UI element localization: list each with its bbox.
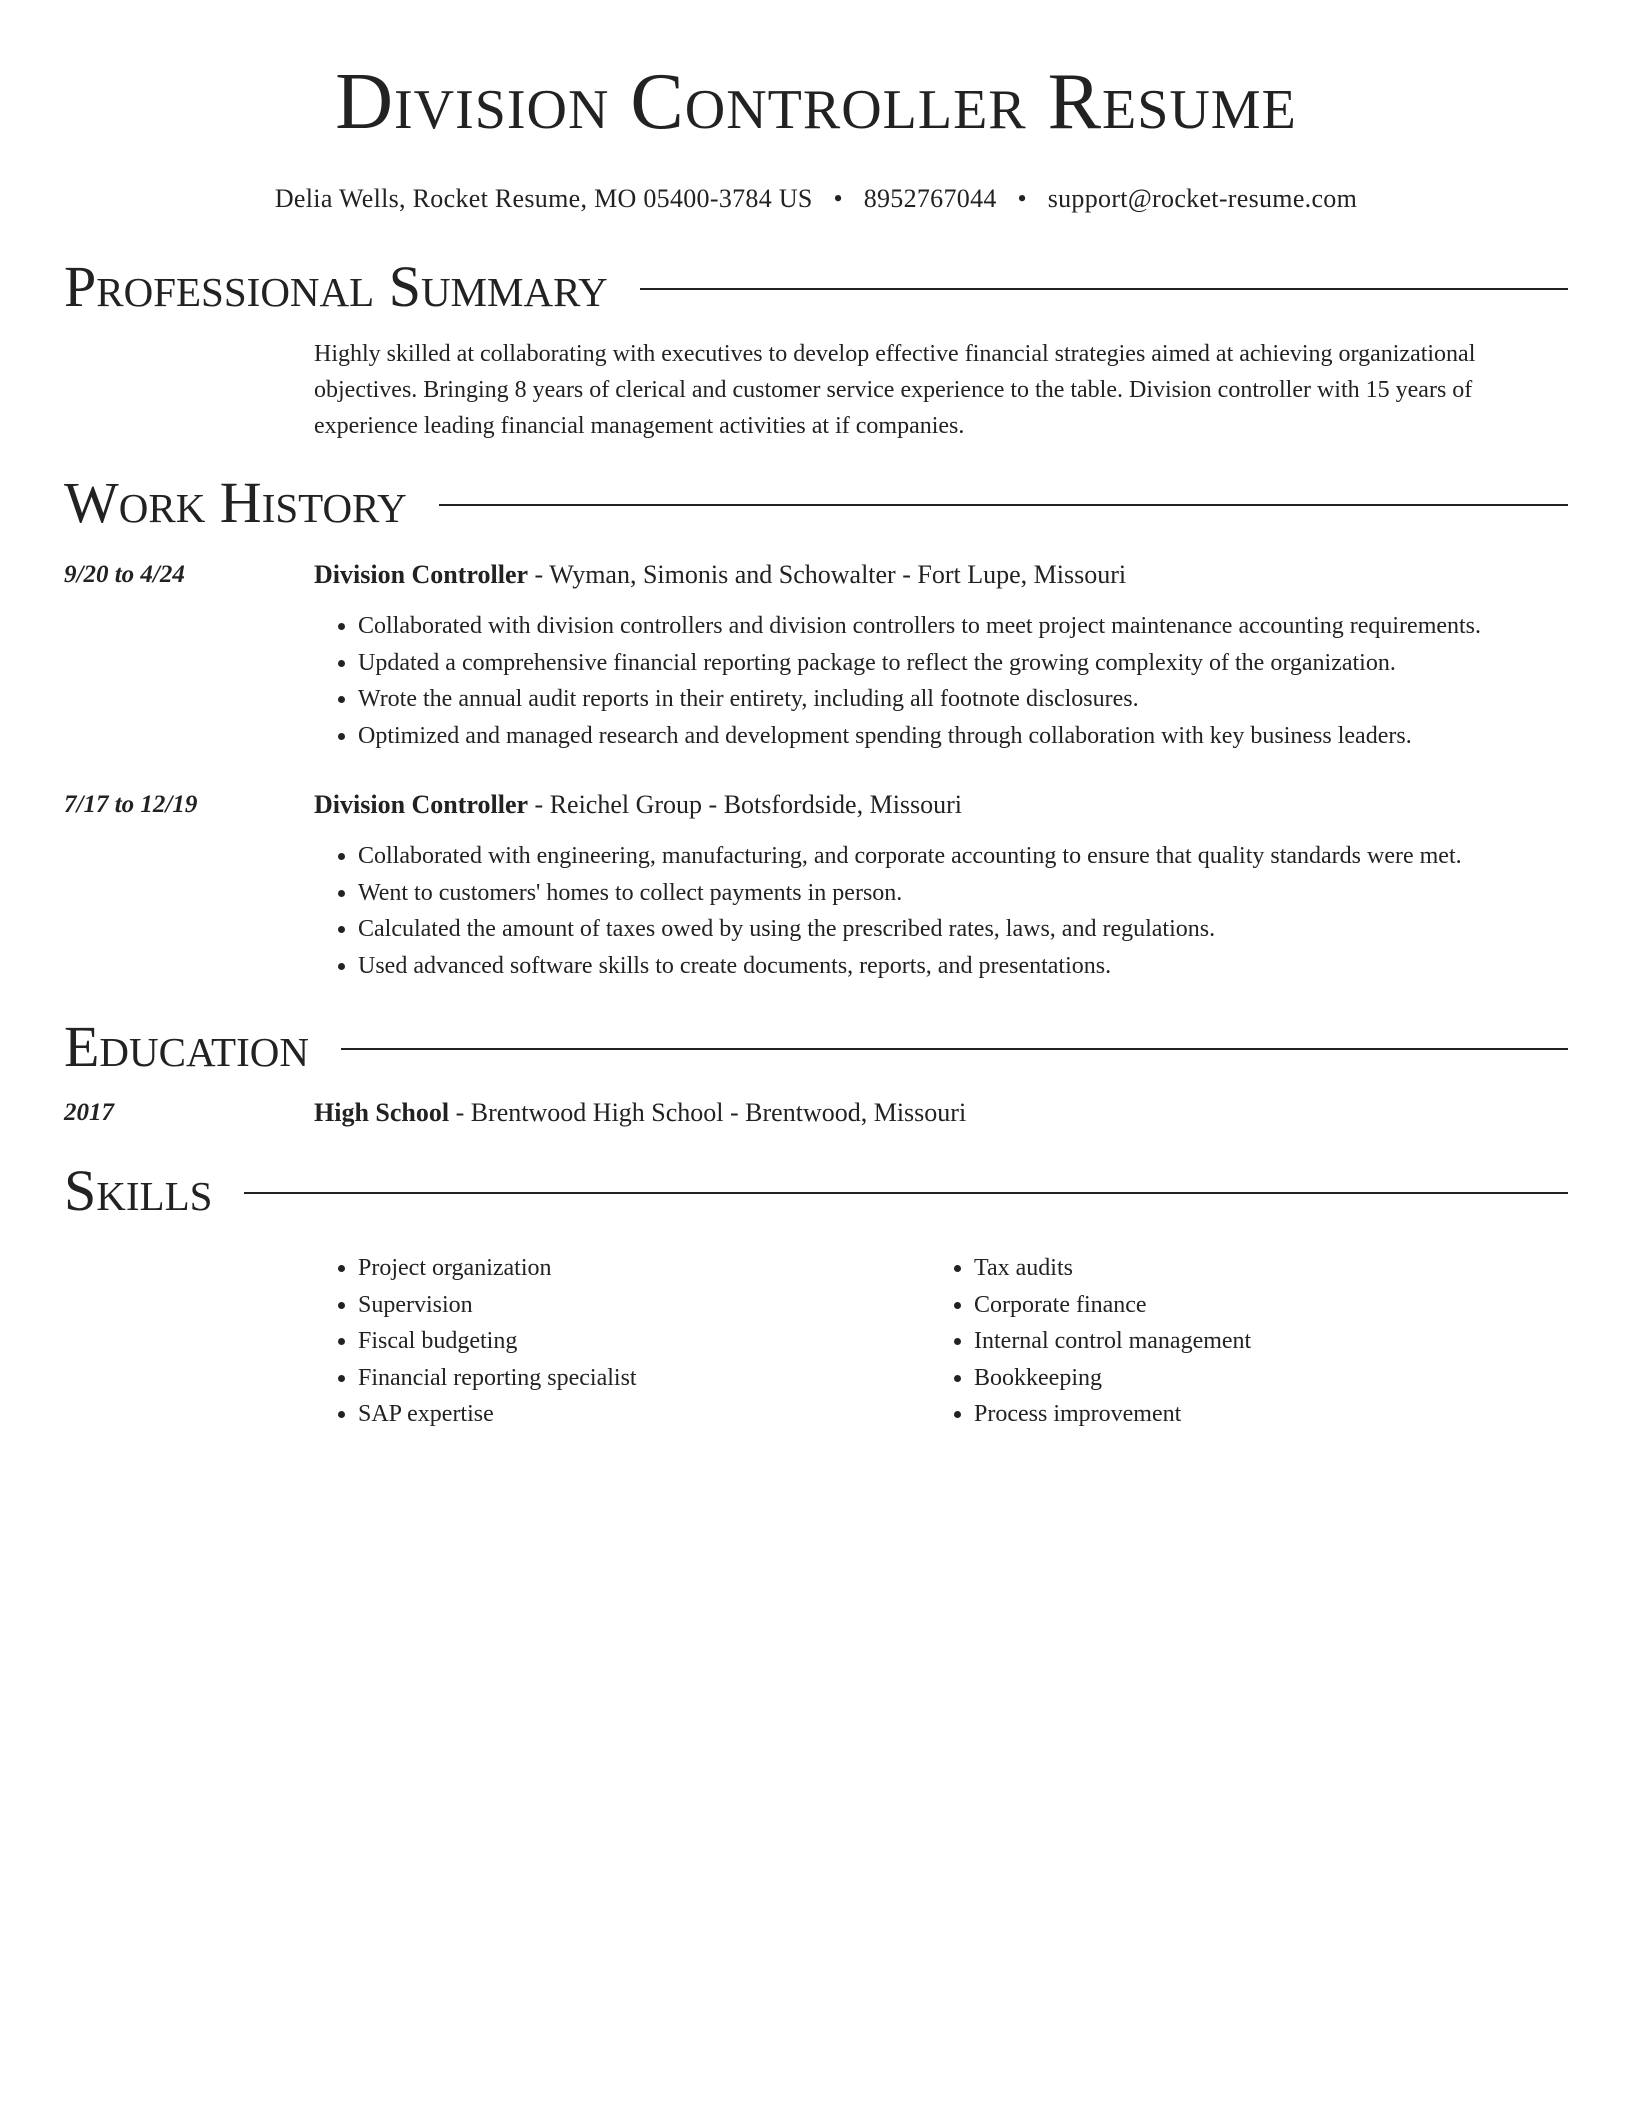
document-title: Division Controller Resume <box>335 58 1297 146</box>
job-headline <box>314 558 1568 592</box>
skill-item: • Bookkeeping <box>974 1360 1546 1397</box>
job-headline <box>314 788 1568 822</box>
skills-section-header <box>64 1158 1568 1223</box>
job-dates: 7/17 to 12/19 <box>64 791 198 818</box>
skill-item: • SAP expertise <box>358 1396 930 1433</box>
job-bullet: • Went to customers' homes to collect payments in person. <box>358 875 1568 912</box>
skills-heading: Skills <box>64 1158 213 1223</box>
skills-column-left <box>314 1250 930 1433</box>
job-dates: 9/20 to 4/24 <box>64 561 185 588</box>
job-details: - Wyman, Simonis and Schowalter - Fort Lupe, Missouri <box>528 560 1127 589</box>
job-entry <box>64 788 1568 984</box>
contact-address: Delia Wells, Rocket Resume, MO 05400-3784 US <box>274 184 813 213</box>
skills-grid <box>314 1250 1568 1433</box>
education-headline <box>314 1096 1568 1130</box>
skill-item: • Tax audits <box>974 1250 1546 1287</box>
skill-item: • Internal control management <box>974 1323 1546 1360</box>
job-bullet: • Calculated the amount of taxes owed by using the prescribed rates, laws, and regulations. <box>358 911 1568 948</box>
section-divider <box>640 288 1568 290</box>
skill-item: • Corporate finance <box>974 1287 1546 1324</box>
skill-item: • Project organization <box>358 1250 930 1287</box>
education-heading: Education <box>64 1014 309 1079</box>
summary-text: Highly skilled at collaborating with executives to develop effective financial strategies aimed at achieving organizational objectives. Bringing 8 years of clerical and customer service experience to the table. Division controller with 15 years of experience leading financial management activities at if companies. <box>314 341 1476 439</box>
job-bullet: • Collaborated with engineering, manufacturing, and corporate accounting to ensure that quality standards were met. <box>358 838 1568 875</box>
job-bullets <box>314 838 1568 984</box>
job-title: Division Controller <box>314 790 529 819</box>
education-section-header <box>64 1014 1568 1079</box>
skill-item: • Fiscal budgeting <box>358 1323 930 1360</box>
skill-item: • Process improvement <box>974 1396 1546 1433</box>
work-section-header <box>64 470 1568 535</box>
section-divider <box>341 1048 1568 1050</box>
skill-item: • Supervision <box>358 1287 930 1324</box>
section-divider <box>244 1192 1568 1194</box>
skill-item: • Financial reporting specialist <box>358 1360 930 1397</box>
contact-separator: • <box>1017 184 1027 213</box>
section-divider <box>439 504 1568 506</box>
contact-phone: 8952767044 <box>863 184 997 213</box>
job-bullet: • Collaborated with division controllers and division controllers to meet project maintenance accounting requirements. <box>358 608 1568 645</box>
job-bullet: • Optimized and managed research and development spending through collaboration with key business leaders. <box>358 718 1568 755</box>
education-degree: High School <box>314 1098 450 1127</box>
job-entry <box>64 558 1568 754</box>
skills-column-right <box>930 1250 1546 1433</box>
contact-email: support@rocket-resume.com <box>1047 184 1358 213</box>
job-title: Division Controller <box>314 560 529 589</box>
education-entry <box>64 1096 1568 1130</box>
job-bullet: • Used advanced software skills to create documents, reports, and presentations. <box>358 948 1568 985</box>
job-bullets <box>314 608 1568 754</box>
summary-heading: Professional Summary <box>64 254 608 319</box>
job-bullet: • Wrote the annual audit reports in their entirety, including all footnote disclosures. <box>358 681 1568 718</box>
work-heading: Work History <box>64 470 407 535</box>
job-details: - Reichel Group - Botsfordside, Missouri <box>528 790 963 819</box>
summary-section-header <box>64 254 1568 319</box>
contact-separator: • <box>833 184 843 213</box>
job-bullet: • Updated a comprehensive financial reporting package to reflect the growing complexity of the organization. <box>358 645 1568 682</box>
contact-line <box>64 184 1568 214</box>
education-year: 2017 <box>64 1099 114 1126</box>
education-details: - Brentwood High School - Brentwood, Missouri <box>449 1098 967 1127</box>
